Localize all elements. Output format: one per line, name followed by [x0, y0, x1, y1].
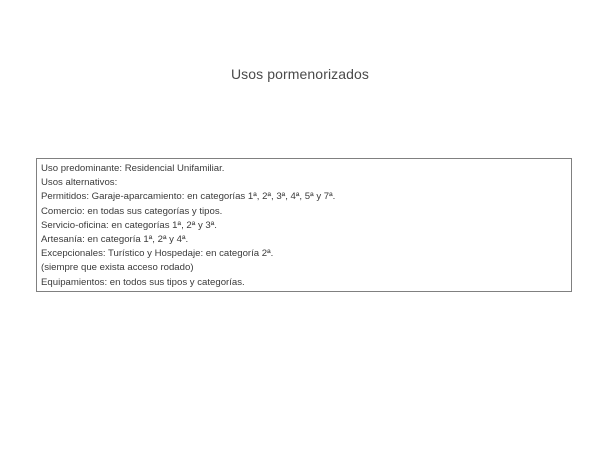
text-line-office-service: Servicio-oficina: en categorías 1ª, 2ª y 3ª.	[41, 219, 217, 231]
slide-title: Usos pormenorizados	[230, 66, 370, 82]
uses-text-box	[36, 158, 572, 292]
text-line-commerce: Comercio: en todas sus categorías y tipos.	[41, 205, 223, 217]
text-line-exceptional-tourism: Excepcionales: Turístico y Hospedaje: en categoría 2ª.	[41, 248, 274, 260]
text-line-crafts: Artesanía: en categoría 1ª, 2ª y 4ª.	[41, 234, 189, 246]
text-line-predominant-use: Uso predominante: Residencial Unifamiliar.	[41, 163, 225, 174]
text-line-facilities: Equipamientos: en todos sus tipos y categorías.	[41, 276, 245, 288]
text-line-permitted-garage: Permitidos: Garaje-aparcamiento: en categorías 1ª, 2ª, 3ª, 4ª, 5ª y 7ª.	[41, 191, 336, 203]
text-line-road-access-note: (siempre que exista acceso rodado)	[41, 262, 194, 274]
text-line-alternative-uses-heading: Usos alternativos:	[41, 177, 118, 189]
